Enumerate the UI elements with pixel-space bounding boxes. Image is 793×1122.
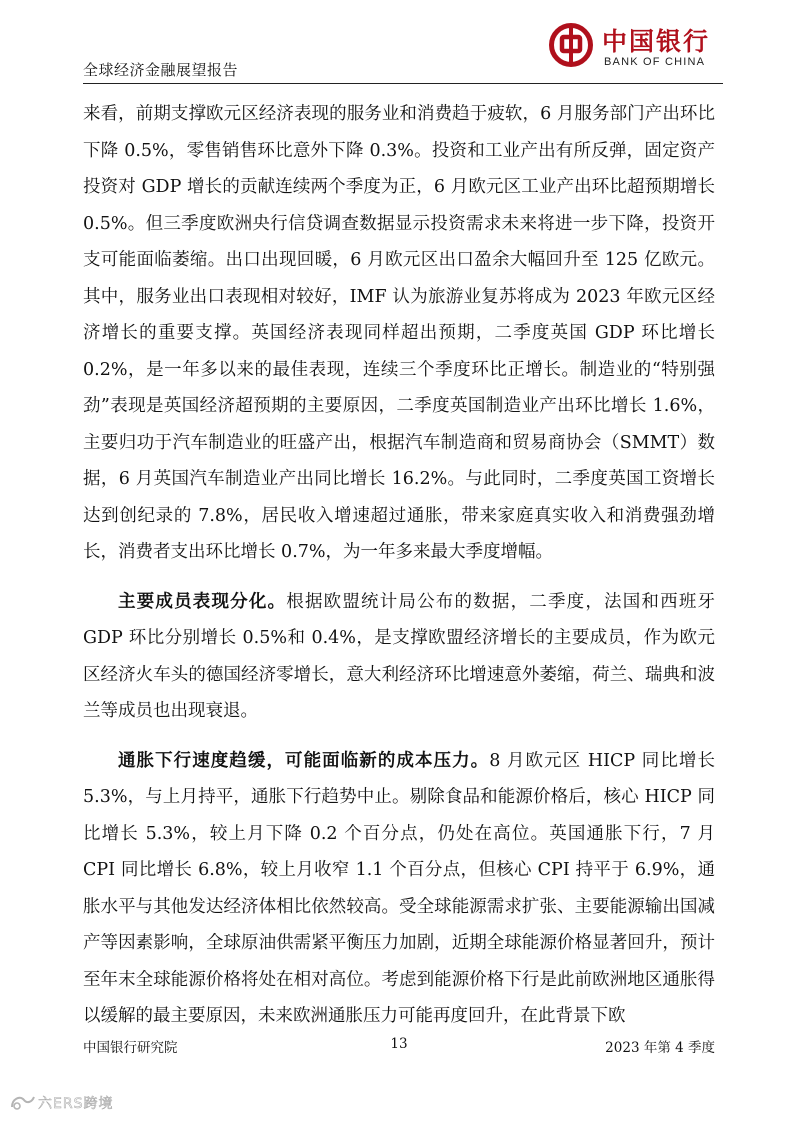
logo-chinese-name: 中国银行 [602, 27, 711, 56]
footer-institute: 中国银行研究院 [83, 1040, 178, 1056]
paragraph-text-inflation: 8 月欧元区 HICP 同比增长 5.3%，与上月持平，通胀下行趋势中止。剔除食品和能源价格后，核心 HICP 同比增长 5.3%，较上月下降 0.2 个百分点，仍处在高位。英国通胀下行，7 月 CPI 同比增长 6.8%，较上月收窄 1.1 个百分点，但核心 CPI 持平于 6.9%，通胀水平与其他发达经济体相比依然较高。受全球能源需求扩张、主要能源输出国减产等因素影响，全球原油供需紧平衡压力加剧，近期全球能源价格显著回升，预计至年末全球能源价格将处在相对高位。考虑到能源价格下行是此前欧洲地区通胀得以缓解的最主要原因，未来欧洲通胀压力可能再度回升，在此背景下欧 [83, 750, 715, 1026]
paragraph-text-member-divergence: 根据欧盟统计局公布的数据，二季度，法国和西班牙 GDP 环比分别增长 0.5%和 0.4%，是支撑欧盟经济增长的主要成员，作为欧元区经济火车头的德国经济零增长，意大利经济环比增速意外萎缩，荷兰、瑞典和波兰等成员也出现衰退。 [83, 591, 716, 721]
paragraph-heading-inflation: 通胀下行速度趋缓，可能面临新的成本压力。 [118, 750, 490, 771]
watermark-logo-icon [8, 1091, 38, 1113]
page-number: 13 [390, 1036, 408, 1052]
header-divider [83, 83, 723, 84]
paragraph-heading-member-divergence: 主要成员表现分化。 [118, 591, 287, 612]
footer-period: 2023 年第 4 季度 [605, 1040, 715, 1056]
logo-english-name: BANK OF CHINA [604, 56, 706, 68]
bank-of-china-emblem-icon [548, 22, 594, 68]
paragraph-member-divergence [83, 584, 715, 730]
page-footer [83, 1036, 715, 1060]
watermark [8, 1091, 138, 1115]
paragraph-eurozone-outlook: 来看，前期支撑欧元区经济表现的服务业和消费趋于疲软，6 月服务部门产出环比下降 0.5%，零售销售环比意外下降 0.3%。投资和工业产出有所反弹，固定资产投资对 GDP 增长的贡献连续两个季度为正，6 月欧元区工业产出环比超预期增长 0.5%。但三季度欧洲央行信贷调查数据显示投资需求未来将进一步下降，投资开支可能面临萎缩。出口出现回暖，6 月欧元区出口盈余大幅回升至 125 亿欧元。其中，服务业出口表现相对较好，IMF 认为旅游业复苏将成为 2023 年欧元区经济增长的重要支撑。英国经济表现同样超出预期，二季度英国 GDP 环比增长 0.2%，是一年多以来的最佳表现，连续三个季度环比正增长。制造业的“特别强劲”表现是英国经济超预期的主要原因，二季度英国制造业产出环比增长 1.6%，主要归功于汽车制造业的旺盛产出，根据汽车制造商和贸易商协会（SMMT）数据，6 月英国汽车制造业产出同比增长 16.2%。与此同时，二季度英国工资增长达到创纪录的 7.8%，居民收入增速超过通胀，带来家庭真实收入和消费强劲增长，消费者支出环比增长 0.7%，为一年多来最大季度增幅。 [83, 104, 715, 562]
body-text [83, 96, 715, 1035]
report-title: 全球经济金融展望报告 [83, 61, 239, 79]
bank-of-china-logo [548, 18, 723, 76]
watermark-text: 六ERS跨境 [38, 1096, 114, 1112]
paragraph-inflation [83, 743, 715, 1035]
page-header [83, 14, 723, 84]
